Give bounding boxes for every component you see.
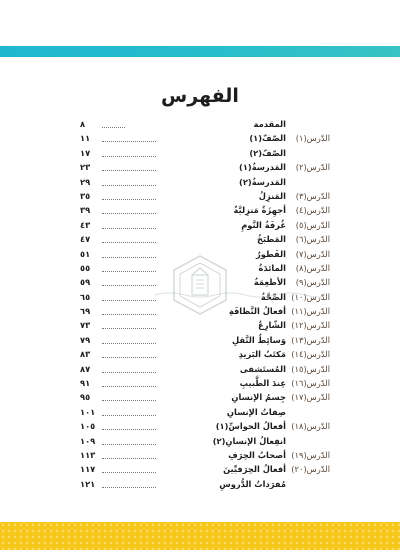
toc-dot-leader [102,140,156,142]
toc-topic-title: المَنزِلُ [258,190,286,201]
toc-topic-title: جِسمُ الإنسانِ [231,392,286,403]
toc-page-number: ٥١ [80,248,91,259]
toc-row [80,405,330,419]
bottom-decorative-band [0,522,400,550]
toc-page-number: ٢٩ [80,176,91,187]
library-stamp-watermark [168,253,232,317]
toc-lesson-label: الدّرس(٢) [295,162,330,173]
toc-row [80,448,330,462]
watermark-script-line [150,289,330,299]
toc-dot-leader [102,385,156,387]
page-title: الفهرس [161,85,239,107]
toc-dot-leader [102,371,156,373]
toc-lesson-label: الدّرس(١) [295,133,330,144]
toc-page-number: ١١ [80,133,91,144]
toc-page-number: ٨٣ [80,349,91,360]
toc-row [80,146,330,160]
toc-dot-leader [102,356,156,358]
toc-lesson-label: الدّرس(١٨) [291,421,330,432]
toc-topic-title: أصحابُ الحِرَفِ [228,449,286,460]
toc-dot-leader [102,241,156,243]
toc-row [80,390,330,404]
toc-row [80,117,330,131]
top-decorative-band [0,46,400,57]
toc-row [80,175,330,189]
toc-topic-title: أفعالُ النَّظافَةِ [228,306,286,317]
toc-page-number: ٤٣ [80,219,91,230]
toc-lesson-label: الدّرس(١٠) [291,291,330,302]
toc-lesson-label: الدّرس(٤) [295,205,330,216]
toc-page-number: ٨٧ [80,363,91,374]
toc-topic-title: الصّفّ(١) [249,133,286,144]
toc-lesson-label: الدّرس(١٦) [291,378,330,389]
toc-dot-leader [102,486,156,488]
toc-dot-leader [102,414,156,416]
toc-topic-title: انفِعالُ الإنسانِ(٢) [212,435,286,446]
toc-dot-leader [102,457,156,459]
toc-page-number: ٥٥ [80,262,91,273]
toc-lesson-label: الدّرس(٣) [295,190,330,201]
toc-lesson-label: الدّرس(٩) [295,277,330,288]
toc-lesson-label: الدّرس(١٣) [291,334,330,345]
toc-page-number: ٣٥ [80,190,91,201]
toc-page-number: ٤٧ [80,234,91,245]
toc-row [80,218,330,232]
toc-dot-leader [102,443,156,445]
toc-topic-title: الفَطورُ [256,248,286,259]
toc-page-number: ١٧ [80,147,91,158]
toc-topic-title: وَسائِطُ النَّقلِ [231,334,286,345]
toc-page-number: ٥٩ [80,277,91,288]
toc-lesson-label: الدّرس(١٥) [291,363,330,374]
toc-row [80,189,330,203]
toc-page-number: ١٠١ [80,406,96,417]
toc-row [80,347,330,361]
toc-topic-title: المقدمة [253,119,286,129]
toc-page-number: ١٢١ [80,478,96,489]
toc-topic-title: المُستَشفى [239,363,286,374]
toc-row [80,318,330,332]
toc-dot-leader [102,313,156,315]
toc-lesson-label: الدّرس(٢٠) [291,464,330,475]
toc-topic-title: المَطبَخُ [257,234,286,245]
toc-dot-leader [102,299,156,301]
toc-lesson-label: الدّرس(٦) [295,234,330,245]
toc-row [80,203,330,217]
toc-row [80,477,330,491]
toc-row [80,462,330,476]
toc-page-number: ٢٣ [80,162,91,173]
toc-topic-title: مَكتَبُ البَريدِ [238,349,286,360]
toc-dot-leader [102,256,156,258]
toc-dot-leader [102,169,156,171]
toc-dot-leader [102,327,156,329]
toc-lesson-label: الدّرس(١٧) [291,392,330,403]
toc-page-number: ٣٩ [80,205,91,216]
toc-page-number: ١٠٥ [80,421,96,432]
toc-page-number: ٩٥ [80,392,91,403]
toc-dot-leader [102,212,156,214]
toc-dot-leader [102,270,156,272]
toc-topic-title: أجهِزَةٌ مَنزِليَّةٌ [233,205,286,216]
toc-topic-title: مُفرَداتُ الدُّروسِ [219,478,286,489]
toc-row [80,434,330,448]
toc-lesson-label: الدّرس(١٤) [291,349,330,360]
toc-dot-leader [102,471,156,473]
toc-topic-title: الأطعِمَةُ [253,277,286,288]
toc-row [80,160,330,174]
toc-dot-leader [102,184,156,186]
toc-topic-title: غُرفَةُ النَّومِ [241,219,286,230]
toc-row [80,131,330,145]
toc-topic-title: الصّفّ(٢) [249,147,286,158]
toc-dot-leader [102,342,156,344]
toc-dot-leader [102,155,156,157]
toc-lesson-label: الدّرس(١١) [291,306,330,317]
toc-dot-leader [102,284,156,286]
toc-topic-title: المائدَةُ [258,262,286,273]
toc-row [80,376,330,390]
toc-page-number: ١١٧ [80,464,96,475]
toc-page-number: ٨ [80,119,86,129]
toc-topic-title: عِندَ الطَّبيبِ [239,378,286,389]
toc-dot-leader [102,198,156,200]
toc-topic-title: المَدرسةُ(٢) [239,176,286,187]
toc-lesson-label: الدّرس(١٩) [291,449,330,460]
toc-page-number: ١٠٩ [80,435,96,446]
toc-topic-title: المَدرسةُ(١) [239,162,286,173]
toc-page-number: ٧٩ [80,334,91,345]
toc-page-number: ٦٥ [80,291,91,302]
toc-topic-title: أفعالُ الحواسِّ(١) [215,421,286,432]
toc-page-number: ٧٣ [80,320,91,331]
toc-page-number: ٦٩ [80,306,91,317]
toc-row [80,333,330,347]
toc-row [80,419,330,433]
toc-page-number: ١١٣ [80,449,96,460]
toc-topic-title: الشّارِعُ [258,320,286,331]
toc-lesson-label: الدّرس(١٢) [291,320,330,331]
toc-dot-leader [102,227,156,229]
toc-lesson-label: الدّرس(٧) [295,248,330,259]
toc-lesson-label: الدّرس(٥) [295,219,330,230]
toc-row [80,232,330,246]
toc-lesson-label: الدّرس(٨) [295,262,330,273]
toc-topic-title: أفعالُ الحِرَفيِّينَ [223,464,286,475]
toc-topic-title: صِفاتُ الإنسانِ [226,406,286,417]
toc-topic-title: الصِّحَّةُ [260,291,286,302]
toc-dot-leader [102,399,156,401]
toc-row [80,362,330,376]
toc-dot-leader [102,428,156,430]
toc-page-number: ٩١ [80,378,91,389]
